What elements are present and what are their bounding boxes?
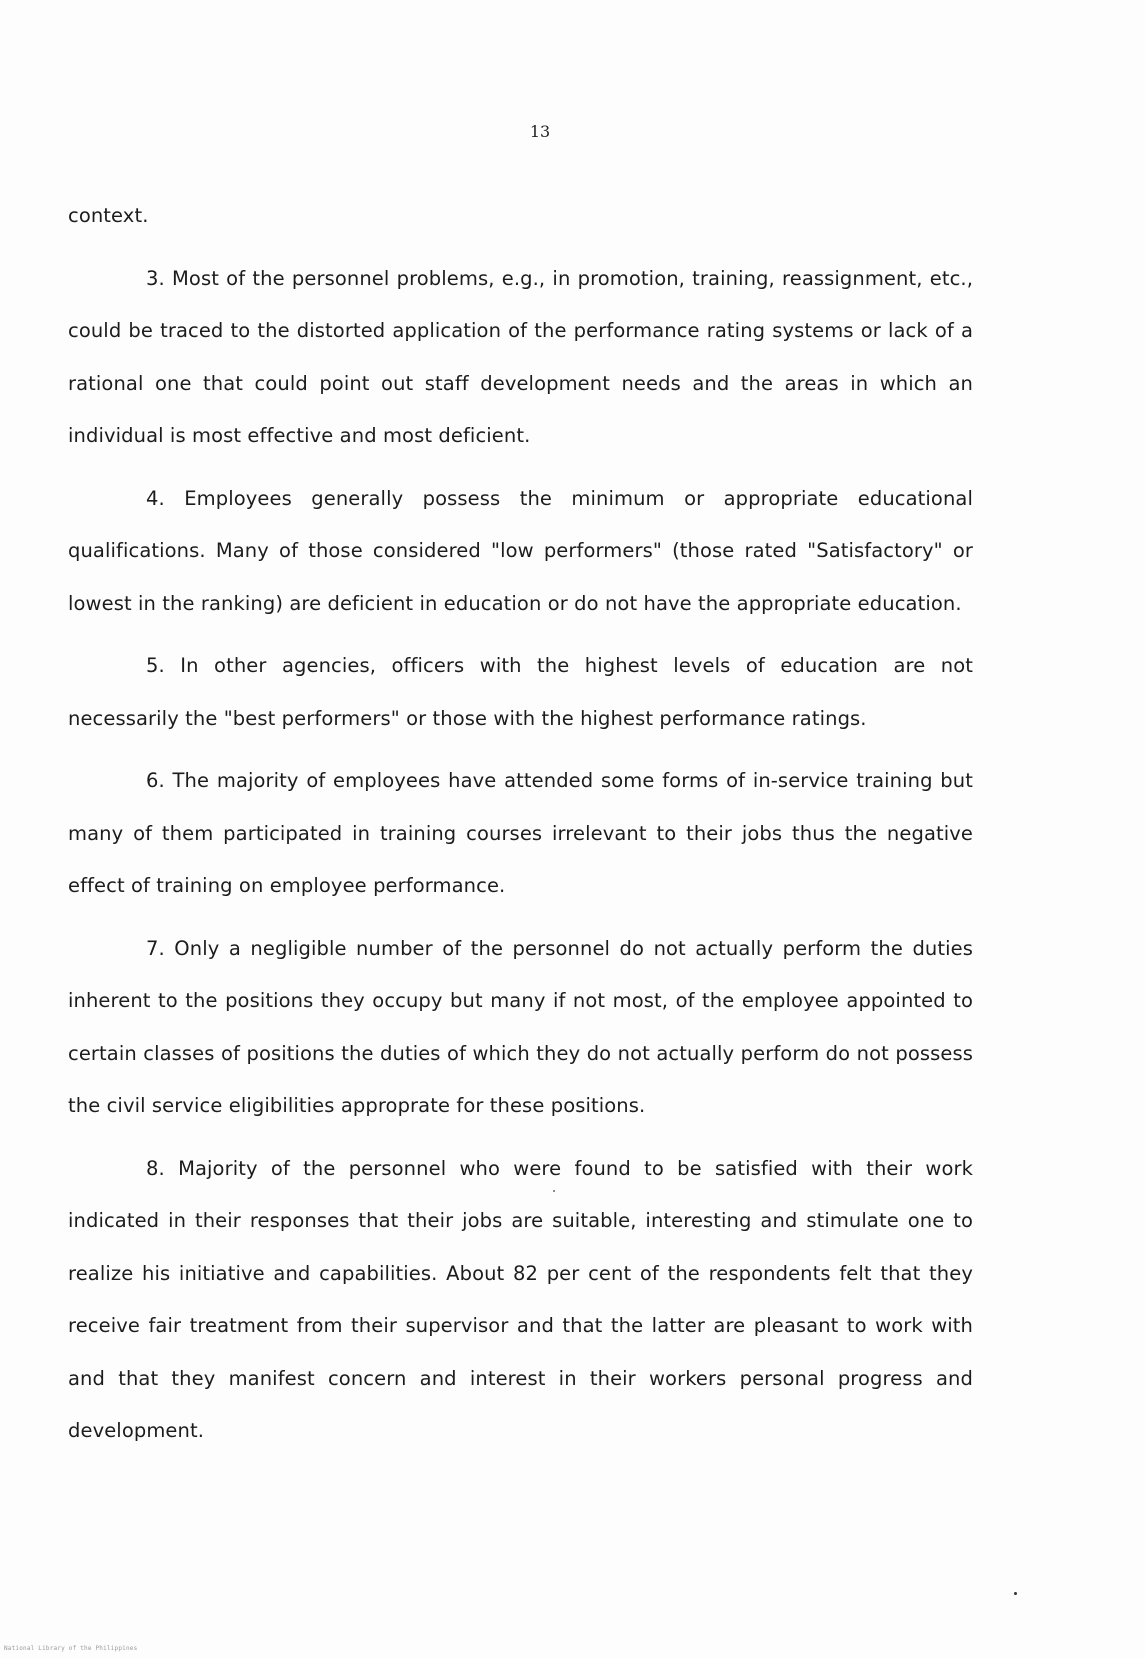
page-number: 13 <box>529 122 551 141</box>
paragraph-4: 4. Employees generally possess the minimum or appropriate educational qualifications. Many of those considered "low performers" (those rated "Satisfactory" or lowest in the ranking) are deficient in education or do not have the appropriate education. <box>68 486 973 615</box>
paragraph-5: 5. In other agencies, officers with the highest levels of education are not necessarily the "best performers" or those with the highest performance ratings. <box>68 654 973 730</box>
scan-footer-text: National Library of the Philippines <box>4 1645 138 1652</box>
document-body <box>68 190 973 1458</box>
paragraph-7: 7. Only a negligible number of the personnel do not actually perform the duties inherent to the positions they occupy but many if not most, of the employee appointed to certain classes of positions the duties of which they do not actually perform do not possess the civil service eligibilities approprate for these positions. <box>68 936 973 1117</box>
paragraph-6: 6. The majority of employees have attended some forms of in-service training but many of them participated in training courses irrelevant to their jobs thus the negative effect of training on employee performance. <box>68 769 973 897</box>
scan-speck <box>553 1190 555 1192</box>
paragraph-8: 8. Majority of the personnel who were found to be satisfied with their work indicated in their responses that their jobs are suitable, interesting and stimulate one to realize his initiative and capabilities. About 82 per cent of the respondents felt that they receive fair treatment from their supervisor and that the latter are pleasant to work with and that they manifest concern and interest in their workers personal progress and development. <box>68 1156 973 1442</box>
paragraph-3: 3. Most of the personnel problems, e.g., in promotion, training, reassignment, etc., could be traced to the distorted application of the performance rating systems or lack of a rational one that could point out staff development needs and the areas in which an individual is most effective and most deficient. <box>68 266 973 447</box>
continuation-text: context. <box>68 204 149 227</box>
scan-speck <box>1014 1592 1017 1595</box>
